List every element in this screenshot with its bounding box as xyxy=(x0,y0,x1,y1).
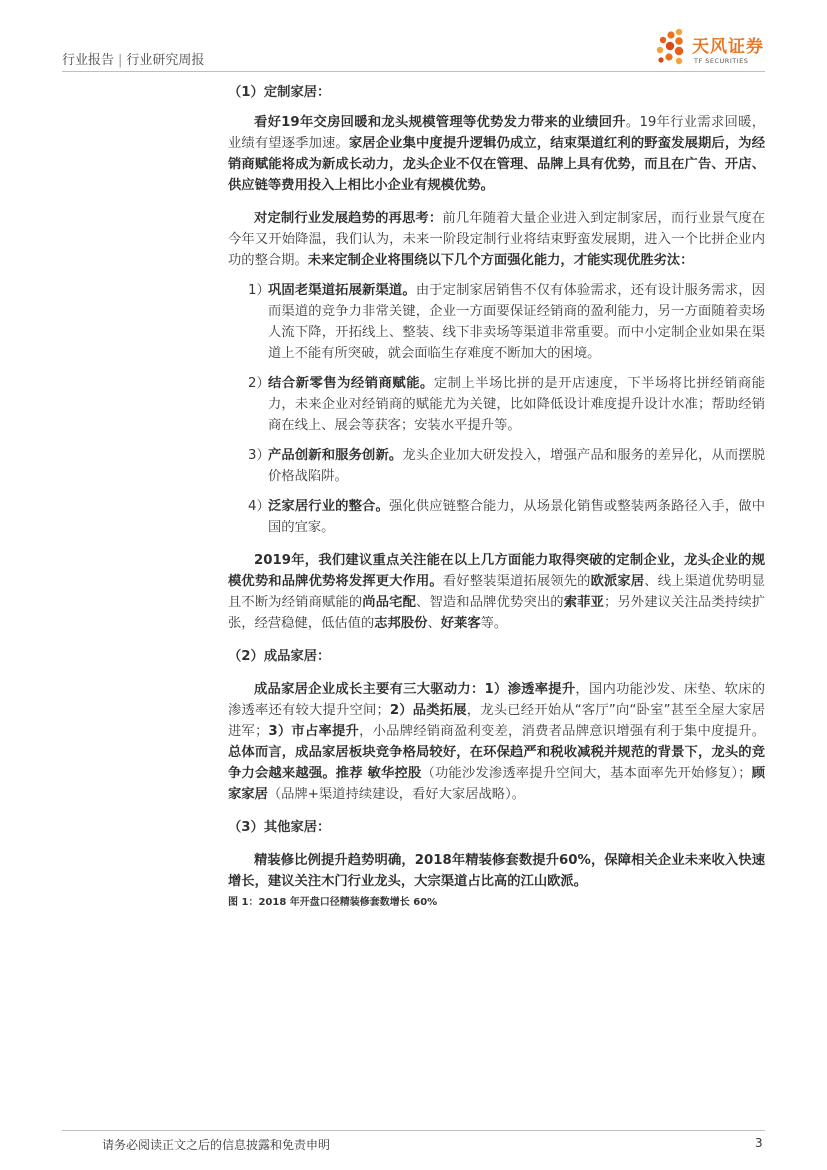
paragraph-custom-outlook xyxy=(228,112,765,196)
bold-text: 精装修比例提升趋势明确，2018年精装修套数提升60%，保障相关企业未来收入快速增长，建议关注木门行业龙头，大宗渠道占比高的江山欧派。 xyxy=(228,853,765,889)
list-item xyxy=(228,373,765,436)
page-header xyxy=(0,0,827,78)
company-name: 欧派家居 xyxy=(590,574,645,589)
bold-text: 总体而言，成品家居板块竞争格局较好，在环保趋严和税收减税并规范的背景下，龙头的竞争力会越来越强。推荐 敏华控股 xyxy=(228,745,765,781)
company-name: 尚品宅配 xyxy=(362,595,417,610)
body-text: ；另外建议关注品类持续扩张，经营稳健，低估值的 xyxy=(228,595,766,631)
bold-text: 巩固老渠道拓展新渠道。 xyxy=(268,283,416,298)
bold-text: 未来定制企业将围绕以下几个方面强化能力，才能实现优胜劣汰： xyxy=(307,253,694,268)
figure-caption: 图 1：2018 年开盘口径精装修套数增长 60% xyxy=(228,897,438,908)
paragraph-2019-recommendation xyxy=(228,550,765,634)
company-name: 顾家家居 xyxy=(228,766,765,802)
bold-text: 2）品类拓展 xyxy=(389,703,467,718)
bold-text: 成品家居企业成长主要有三大驱动力：1）渗透率提升 xyxy=(254,682,576,697)
company-name: 好莱客 xyxy=(440,616,481,631)
body-text: 、智造和品牌优势突出的 xyxy=(416,595,564,610)
bold-text: 2019年，我们建议重点关注能在以上几方面能力取得突破的定制企业，龙头企业的规模优势和品牌优势将发挥更大作用。 xyxy=(228,553,765,589)
paragraph-industry-rethink xyxy=(228,208,765,271)
bold-text: 看好19年交房回暖和龙头规模管理等优势发力带来的业绩回升 xyxy=(254,115,626,130)
body-text: 前几年随着大量企业进入到定制家居，而行业景气度在今年又开始降温，我们认为，未来一阶段定制行业将结束野蛮发展期，进入一个比拼企业内功的整合期。 xyxy=(228,211,766,268)
body-text: ，龙头已经开始从“客厅”向“卧室”甚至全屋大家居进军； xyxy=(228,703,765,739)
paragraph-other-furniture xyxy=(228,850,765,892)
section-heading-finished-furniture: （2）成品家居： xyxy=(228,649,331,664)
list-number: 3） xyxy=(248,448,270,463)
bold-text: 对定制行业发展趋势的再思考： xyxy=(254,211,443,226)
list-number: 2） xyxy=(248,376,270,391)
company-logo xyxy=(652,26,772,72)
body-text: 由于定制家居销售不仅有体验需求，还有设计服务需求，因而渠道的竞争力非常关键，企业一方面要保证经销商的盈利能力，另一方面随着卖场人流下降，开拓线上、整装、线下非卖场等渠道非常重要。而中小定制企业如果在渠道上不能有所突破，就会面临生存难度不断加大的困境。 xyxy=(268,283,766,361)
body-text: ，国内功能沙发、床垫、软床的渗透率还有较大提升空间； xyxy=(228,682,765,718)
body-text: 定制上半场比拼的是开店速度，下半场将比拼经销商能力，未来企业对经销商的赋能尤为关键，比如降低设计难度提升设计水准；帮助经销商在线上、展会等获客；安装水平提升等。 xyxy=(268,376,766,433)
breadcrumb-separator: | xyxy=(118,53,123,68)
list-item xyxy=(228,280,765,364)
body-text: 看好整装渠道拓展领先的 xyxy=(442,574,591,589)
main-content xyxy=(228,82,765,913)
body-text: 等。 xyxy=(480,616,508,631)
footer-disclaimer: 请务必阅读正文之后的信息披露和免责申明 xyxy=(102,1138,331,1152)
list-number: 1） xyxy=(248,283,270,298)
body-text: （品牌+渠道持续建设，看好大家居战略）。 xyxy=(267,787,526,802)
section-heading-custom-furniture: （1）定制家居： xyxy=(228,85,331,100)
bold-text: 家居企业集中度提升逻辑仍成立，结束渠道红利的野蛮发展期后，为经销商赋能将成为新成长动力，龙头企业不仅在管理、品牌上具有优势，而且在广告、开店、供应链等费用投入上相比小企业有规模优势。 xyxy=(228,136,766,193)
list-item xyxy=(228,445,765,487)
body-text: 。19年行业需求回暖，业绩有望逐季加速。 xyxy=(228,115,765,151)
logo-english-name: TF SECURITIES xyxy=(694,57,749,65)
body-text: 强化供应链整合能力，从场景化销售或整装两条路径入手，做中国的宜家。 xyxy=(268,499,766,535)
logo-chinese-name: 天风证券 xyxy=(692,37,764,57)
breadcrumb xyxy=(62,49,204,68)
list-number: 4） xyxy=(248,499,270,514)
list-item xyxy=(228,496,765,538)
logo-dots-icon xyxy=(652,26,690,70)
bold-text: 结合新零售为经销商赋能。 xyxy=(268,376,434,391)
bold-text: 产品创新和服务创新。 xyxy=(268,448,403,463)
company-name: 索菲亚 xyxy=(563,595,605,610)
page-number: 3 xyxy=(755,1136,763,1150)
footer-divider xyxy=(62,1130,765,1131)
breadcrumb-report-type: 行业报告 xyxy=(62,53,115,68)
bold-text: 3）市占率提升 xyxy=(268,724,360,739)
body-text: 、线上渠道优势明显且不断为经销商赋能的 xyxy=(228,574,766,610)
body-text: ，小品牌经销商盈利变差，消费者品牌意识增强有利于集中度提升。 xyxy=(359,724,766,739)
bold-text: 泛家居行业的整合。 xyxy=(268,499,389,514)
company-name: 志邦股份 xyxy=(374,616,428,631)
body-text: 、 xyxy=(427,616,441,631)
body-text: （功能沙发渗透率提升空间大，基本面率先开始修复）； xyxy=(421,766,752,781)
breadcrumb-report-name: 行业研究周报 xyxy=(126,53,205,68)
body-text: 龙头企业加大研发投入，增强产品和服务的差异化，从而摆脱价格战陷阱。 xyxy=(268,448,766,484)
section-heading-other-furniture: （3）其他家居： xyxy=(228,820,331,835)
paragraph-finished-drivers xyxy=(228,679,765,805)
